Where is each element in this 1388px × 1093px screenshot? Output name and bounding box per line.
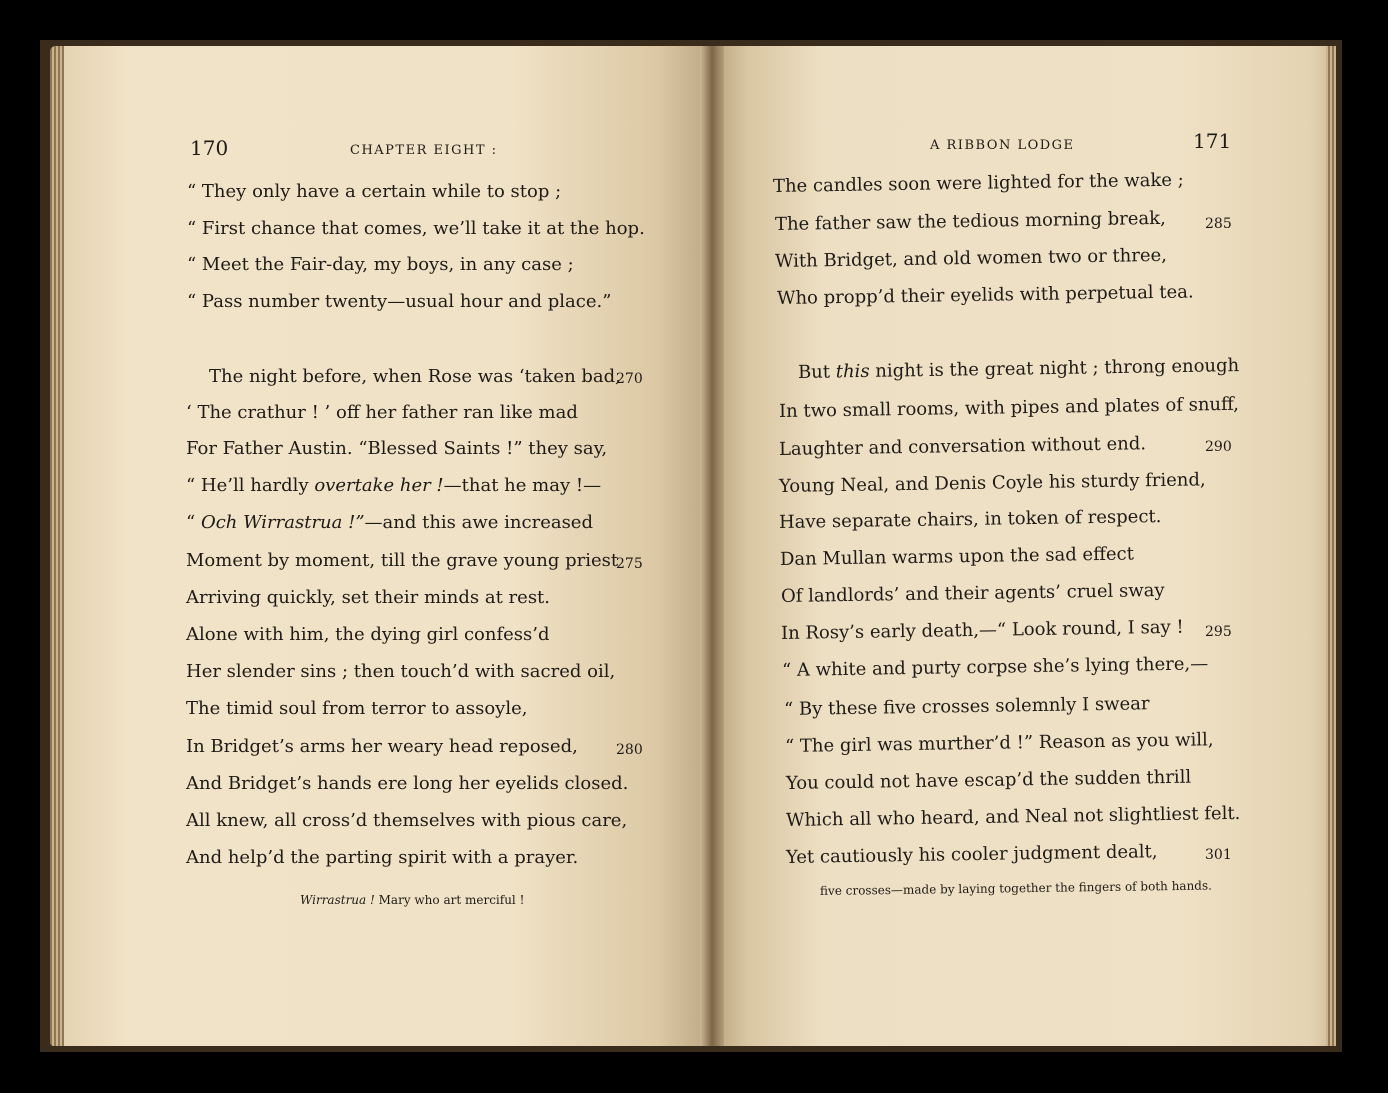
- text-segment: Dan Mullan warms upon the sad effect: [779, 543, 1135, 570]
- line-number: 290: [1205, 439, 1232, 455]
- text-segment: Mary who art merciful !: [374, 893, 525, 907]
- left-page-number: 170: [190, 136, 229, 160]
- book-gutter: [700, 46, 724, 1046]
- text-segment: ‘ The crathur ! ’ off her father ran like mad: [186, 402, 578, 423]
- verse-line: [186, 810, 627, 831]
- text-segment: Moment by moment, till the grave young priest: [186, 550, 619, 571]
- text-segment: With Bridget, and old women two or three,: [774, 244, 1168, 272]
- left-footnote: [300, 893, 524, 907]
- text-segment: “: [186, 512, 201, 533]
- text-segment: night is the great night ; throng enough: [869, 355, 1240, 382]
- text-segment: Alone with him, the dying girl confess’d: [186, 624, 550, 645]
- text-segment: Young Neal, and Denis Coyle his sturdy friend,: [778, 469, 1206, 497]
- text-segment: “ Pass number twenty—usual hour and place.”: [187, 291, 612, 312]
- text-segment: —that he may !—: [443, 475, 602, 496]
- text-segment: The night before, when Rose was ‘taken bad,: [209, 366, 621, 387]
- text-segment: “ The girl was murther’d !” Reason as you will,: [784, 729, 1214, 757]
- line-number: 295: [1205, 624, 1232, 640]
- line-number: 285: [1205, 216, 1232, 232]
- verse-line: [186, 773, 628, 794]
- line-number: 301: [1205, 847, 1232, 863]
- text-segment: And Bridget’s hands ere long her eyelids closed.: [186, 773, 629, 794]
- text-segment: Arriving quickly, set their minds at rest.: [186, 587, 551, 608]
- text-segment: “ Meet the Fair-day, my boys, in any case ;: [187, 254, 574, 275]
- text-segment: The candles soon were lighted for the wake ;: [772, 169, 1184, 197]
- text-segment: Yet cautiously his cooler judgment dealt,: [785, 841, 1158, 868]
- right-page-edges: [1326, 46, 1336, 1046]
- text-segment: “ He’ll hardly: [186, 475, 315, 496]
- text-segment: In Bridget’s arms her weary head reposed,: [186, 736, 578, 757]
- text-segment: Have separate chairs, in token of respect.: [778, 505, 1162, 533]
- text-segment: Och Wirrastrua !”: [200, 512, 365, 533]
- text-segment: Wirrastrua !: [300, 893, 375, 907]
- left-running-head: CHAPTER EIGHT :: [350, 143, 498, 158]
- verse-line: [187, 254, 574, 275]
- verse-line: [186, 624, 550, 645]
- text-segment: The timid soul from terror to assoyle,: [186, 698, 528, 719]
- verse-line: [186, 661, 615, 682]
- text-segment: In two small rooms, with pipes and plates of snuff,: [778, 393, 1240, 422]
- text-segment: five crosses—made by laying together the fingers of both hands.: [819, 878, 1213, 898]
- line-number: 280: [616, 742, 643, 758]
- line-number: 275: [616, 556, 643, 572]
- verse-line: [186, 512, 593, 533]
- text-segment: But: [797, 361, 836, 383]
- text-segment: The father saw the tedious morning break,: [774, 207, 1166, 235]
- text-segment: Her slender sins ; then touch’d with sacred oil,: [186, 661, 616, 682]
- text-segment: In Rosy’s early death,—“ Look round, I say !: [780, 616, 1184, 644]
- text-segment: Laughter and conversation without end.: [778, 433, 1147, 460]
- text-segment: “ They only have a certain while to stop ;: [187, 181, 562, 202]
- text-segment: overtake her !: [314, 475, 444, 496]
- verse-line: [186, 698, 527, 719]
- text-segment: For Father Austin. “Blessed Saints !” they say,: [186, 438, 608, 459]
- verse-line: [186, 402, 578, 423]
- text-segment: And help’d the parting spirit with a prayer.: [186, 847, 579, 868]
- verse-line: [209, 366, 621, 387]
- text-segment: Which all who heard, and Neal not slightliest felt.: [785, 802, 1241, 831]
- text-segment: Who propp’d their eyelids with perpetual tea.: [776, 281, 1194, 309]
- text-segment: Of landlords’ and their agents’ cruel sway: [780, 579, 1165, 607]
- text-segment: You could not have escap’d the sudden thrill: [785, 766, 1192, 794]
- verse-line: [186, 736, 578, 757]
- text-segment: —and this awe increased: [364, 512, 593, 533]
- left-page-edges: [50, 46, 64, 1046]
- verse-line: [186, 847, 578, 868]
- verse-line: [186, 438, 607, 459]
- verse-line: [186, 587, 550, 608]
- text-segment: “ First chance that comes, we’ll take it at the hop.: [187, 218, 645, 239]
- verse-line: [187, 291, 611, 312]
- text-segment: “ A white and purty corpse she’s lying there,—: [781, 653, 1209, 681]
- verse-line: [186, 550, 618, 571]
- text-segment: this: [835, 360, 870, 383]
- text-segment: All knew, all cross’d themselves with pious care,: [186, 810, 628, 831]
- verse-line: [187, 218, 645, 239]
- right-running-head: A RIBBON LODGE: [930, 138, 1075, 153]
- verse-line: [186, 475, 601, 496]
- line-number: 270: [616, 371, 643, 387]
- verse-line: [187, 181, 561, 202]
- right-page-number: 171: [1193, 129, 1232, 153]
- text-segment: “ By these five crosses solemnly I swear: [783, 693, 1150, 720]
